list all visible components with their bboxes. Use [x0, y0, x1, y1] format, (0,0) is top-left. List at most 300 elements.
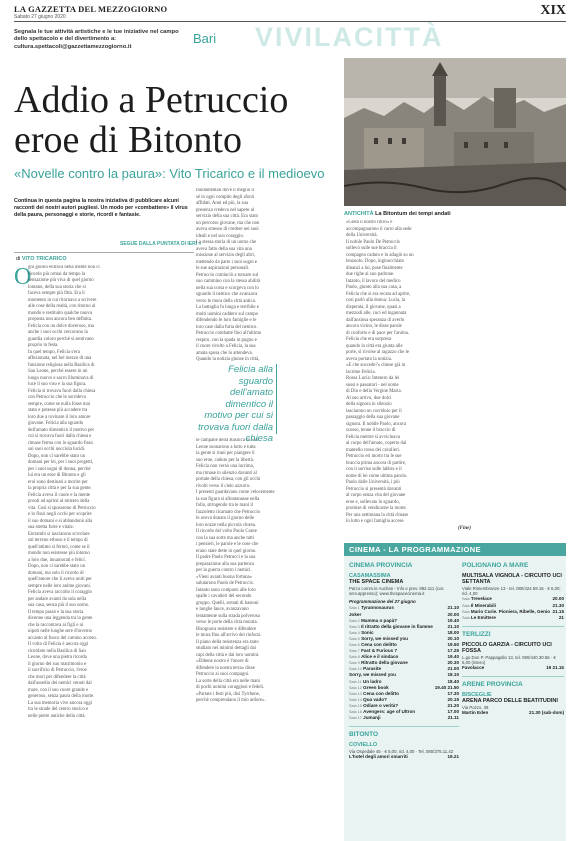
screen-label: Sala 17 — [349, 716, 362, 721]
film-title: Sorry, we missed you — [361, 635, 408, 641]
body-line: e lo fissò negli occhi per scoprire — [28, 512, 92, 517]
showtime-row — [349, 754, 459, 760]
body-line: I presenti guardavano come velocemente — [196, 490, 275, 495]
body-line: mondo e restituito qualche nuova — [28, 310, 92, 316]
body-line: loro case dalla furia del nemico. — [196, 324, 258, 330]
town-bitonto: BITONTO — [349, 731, 379, 739]
article-column-2 — [196, 188, 338, 364]
body-line: Felicia aveva raccolto il coraggio — [28, 590, 92, 595]
film-title: Ritratto della giovane — [361, 660, 408, 666]
body-line: nipoti nelle lunghe sere d'inverno — [28, 629, 93, 634]
caption-label: ANTICHITÀ — [344, 211, 374, 217]
cinema-column-province — [349, 562, 459, 760]
film-title: Martin Eden — [462, 710, 489, 716]
film-title: Joker — [349, 611, 362, 617]
body-line: portale della chiesa, con gli occhi — [196, 477, 261, 482]
body-line: «Ebbene nostro è l'onore di — [196, 659, 249, 664]
end-signature: (Fine) — [458, 526, 472, 531]
body-line: eroi sono destinati a morire per — [28, 479, 88, 485]
showtimes-list — [349, 605, 459, 721]
film-time: 20.30 — [447, 660, 459, 666]
body-line: fondamentali dove il meglio il — [196, 188, 255, 193]
film-time: 20.15 — [447, 696, 459, 702]
body-line: folla, stringendo tra le mani il — [196, 503, 254, 508]
body-line: dall'ansiosa speranza di averlo — [346, 317, 405, 323]
body-line: per andare avanti da sola nella — [28, 596, 87, 602]
body-line: il giorno del suo matrimonio e — [28, 661, 87, 667]
body-line: Felicia non versò una lacrima, — [196, 464, 254, 469]
body-line: le aveva donato il giorno delle — [196, 516, 255, 521]
showtimes-list — [462, 710, 564, 716]
pull-quote: Felicia alla sguardo dell'amato dimentico il motivo per cui si trovava fuori dalla chiesa — [198, 364, 273, 444]
body-line: signora. Il nobile Paolo, ancora — [346, 421, 406, 427]
body-line: mare, con il suo cuore grande e — [28, 687, 89, 693]
caption-text: La Bitontum dei tempi andati — [375, 211, 451, 217]
body-line: che la raccontava ai figli e ai — [28, 622, 84, 628]
body-line: della Università. — [346, 233, 378, 238]
body-line: la sua figura si allontanasse nella — [196, 496, 260, 502]
showtime-row — [462, 710, 564, 716]
film-title: Alice e il sindaco — [361, 654, 399, 660]
venue-coviello: COVIELLO — [349, 742, 378, 749]
body-line: la gente si riunì per piangere il — [196, 451, 255, 456]
body-line: sua casa, senza più il suo uomo. — [28, 603, 90, 608]
film-time: 17.25 — [447, 648, 459, 654]
film-title: Avengers: age of Ultron — [363, 709, 416, 714]
screen-label: Sala — [462, 615, 470, 620]
body-line: che morì per difendere la città — [28, 674, 86, 680]
body-line: «E che succede?» chiese già in — [346, 363, 406, 368]
film-title: Il Miserabili — [470, 602, 496, 608]
body-line: tra le strade del centro storico e — [28, 707, 89, 712]
film-title: Il ritratto della giovane in fiamme — [361, 623, 433, 629]
article-photo — [344, 58, 566, 206]
body-line: difendendo le loro famiglie e le — [196, 318, 257, 323]
divider — [14, 252, 194, 253]
town-casamassima: CASAMASSIMA — [349, 573, 391, 579]
film-time: 21.15 — [552, 608, 564, 614]
divider — [349, 726, 459, 727]
programme-label: Programmazione del 27 giugno — [349, 599, 416, 605]
film-title: Qua vado? — [363, 696, 387, 702]
body-line: giovane. Felicia alla sguardo — [28, 421, 84, 426]
body-line: ricordato nella Basilica di San — [28, 648, 86, 654]
screen-label: Sala 13 — [349, 691, 362, 696]
body-line: e lunghe lance, avanzavano — [196, 607, 249, 612]
arene-provincia-title: ARENE PROVINCIA — [462, 681, 523, 689]
screen-label: Sala 9 — [349, 661, 360, 666]
body-line: di Dio e della Vergine Maria. — [346, 389, 402, 394]
body-line: al corpo senza vita del giovane — [346, 493, 406, 498]
body-line: Il ricordo del volto Paolo Conte — [196, 529, 257, 534]
screen-label: Sala 8 — [349, 655, 360, 660]
body-line: per i suoi sogni di donna, perché — [28, 466, 91, 472]
film-title: Fast & Furious 7 — [361, 648, 398, 654]
body-line: Dopo, non ci sarebbe stato un — [28, 564, 86, 569]
article-column-1 — [28, 265, 190, 763]
body-line: Dopo, non ci sarebbe stato un — [28, 453, 86, 459]
screen-label: Sala 16 — [349, 710, 362, 714]
body-line: le sue aspirazioni personali. — [196, 266, 250, 271]
film-time: 19 21.15 — [546, 665, 564, 671]
body-line: proposta non ancora ben definita. — [28, 317, 93, 322]
body-line: sui suoi occhi nocciola lucidi. — [28, 447, 86, 452]
body-line: sempre, come se nulla fosse mai — [28, 401, 91, 407]
body-line: fazzoletto ricamato che Petruccio — [196, 509, 261, 515]
screen-label: Sala 3 — [349, 624, 360, 629]
body-line: Felicia che era sorpresa — [346, 337, 392, 342]
body-line: La sorte della città era nelle mani — [196, 678, 260, 684]
film-title: Le Emittere — [470, 614, 496, 620]
film-title: Un ladro — [362, 678, 382, 684]
article-column-3 — [346, 220, 566, 524]
body-line: con Petruccio che le sorrideva — [28, 395, 86, 400]
body-line: spalle i cavalieri del secondo — [196, 594, 252, 599]
body-line: ideali e nel suo coraggio. — [196, 233, 245, 239]
body-line: proprio in festa. — [28, 343, 59, 348]
showtimes-list — [462, 665, 564, 671]
cinema-column-right — [462, 562, 564, 717]
body-line: Rossa Lucia: Intesero da lei — [346, 376, 400, 381]
film-time: 18.40 — [447, 678, 459, 684]
body-line: sollevò sulle sue braccia il — [346, 246, 397, 251]
film-title: Cena con delitto — [363, 690, 399, 696]
body-line: sussi e passatori - nel nome — [346, 382, 399, 388]
body-line: a loro due, innamorati e felici. — [28, 557, 86, 563]
promo-note: Segnala le tue attività artistiche e le tue iniziative nel campo dello spettacolo e del divertimento a: cultura.spettacoli@gazzettamezzogiorno.it — [14, 29, 179, 50]
film-time: 21.10 — [447, 605, 459, 611]
film-time: 17.00 — [447, 709, 459, 714]
body-line: accanto al fuoco del camino acceso. — [28, 635, 97, 641]
body-line: porte, si rivolse al ragazzo che le — [346, 350, 409, 355]
body-line: ma rimase in silenzio davanti al — [196, 470, 257, 476]
body-line: sensazione più viva di quel giorno — [28, 278, 94, 283]
body-line: Felicia che si era recata ad aprire, — [346, 291, 411, 297]
screen-label: Sala 6 — [349, 642, 360, 647]
town-bisceglie: BISCEGLIE — [462, 692, 492, 699]
film-time: 21.30 — [552, 602, 564, 608]
body-line: sua stretta forte e vitale. — [28, 525, 74, 530]
body-line: capi della città e dai loro uomini. — [196, 652, 260, 658]
body-line: Il piano della resistenza era stato — [196, 639, 259, 645]
body-line: guardia coloro perché si sentivano — [28, 336, 94, 342]
body-line: ancora vicino, le disse parole — [346, 324, 402, 329]
body-line: momento in cui ritornava a scrivere — [28, 297, 97, 303]
newspaper-name: LA GAZZETTA DEL MEZZOGIORNO — [14, 4, 168, 14]
film-title: L'hotel degli amori smarriti — [349, 754, 408, 760]
body-line: luogo nuovo e sacro illuminava di — [28, 375, 94, 381]
body-line: Quando la notizia giunse in città, — [196, 357, 260, 362]
body-line: il cuore rivolto a Felicia, la sua — [196, 344, 256, 349]
body-line: il suo domani e si abbandonò alla — [28, 518, 93, 524]
body-line: difendere la nostra terra» disse — [196, 665, 255, 671]
body-line: rivolti verso il cielo azzurro. — [196, 483, 251, 489]
body-line: Entrambi si lasciarono scivolare — [28, 531, 90, 537]
body-line: La stessa storia di un uomo che — [196, 240, 257, 245]
body-line: due righe al suo padrone. — [346, 272, 395, 277]
film-time: 18.00 — [447, 629, 459, 635]
body-line: funzione religiosa nella Basilica di — [28, 362, 95, 368]
body-line: sé in ogni compito degli sforzi — [196, 194, 255, 200]
body-line: Paolo dalle Università, i più — [346, 480, 400, 485]
film-time: 21.00 — [447, 666, 459, 672]
body-line: perchè comprendano il mio ardore». — [196, 698, 266, 703]
showtime-row — [462, 665, 564, 671]
venue-vignola: MULTISALA VIGNOLA - CIRCUITO UCI SETTANTA — [462, 573, 562, 585]
body-line: in lutto e ogni famiglia accese — [346, 519, 404, 524]
film-time: 21.30 (sab-dom) — [529, 710, 564, 716]
screen-label: Sala 15 — [349, 703, 362, 708]
film-title: Green book — [363, 684, 389, 690]
screen-label: Sala 14 — [349, 697, 362, 702]
section-name: VIVILACITTÀ — [255, 22, 444, 52]
screen-label: Sala — [462, 597, 470, 602]
body-line: passaggio della sua giovane — [346, 415, 400, 420]
photo-caption — [344, 211, 451, 217]
body-line: sguardo il nemico che avanzava — [196, 292, 258, 297]
body-line: stato e potesse più accadere tra — [28, 408, 88, 413]
body-line: Leone, dove una pietra ricorda — [28, 655, 87, 660]
cinema-header: CINEMA - LA PROGRAMMAZIONE — [344, 543, 566, 556]
body-line: lenzuolo. Dopo, inginocchiato — [346, 259, 405, 264]
body-line: cosi parlò alla donna: Lucia, la — [346, 298, 406, 303]
body-line: le mura fino all'arrivo dei rinforzi. — [196, 633, 262, 638]
body-line: disperata, il giovane, quasi a — [346, 304, 401, 310]
body-line: Il padre Paolo Petrucci e la sua — [196, 555, 256, 560]
showtime-row — [349, 715, 459, 721]
body-line: aveva portato la notizia. — [346, 356, 393, 362]
body-line: Il volto di Felicia è ancora oggi — [28, 642, 89, 647]
body-line: presenza credeva nel sapere al — [196, 207, 255, 213]
body-line: Petruccio si presentò davanti — [346, 486, 402, 492]
film-time: 21.20 — [447, 702, 459, 708]
body-line: un percorso giovane, ma che non — [196, 220, 260, 226]
body-line: Per una settimana la città rimase — [346, 512, 409, 518]
venue-address: Parco comm.le Auchan - Info e prev. 892.111 (cos serv.appresso); www.thespacecinema.it — [349, 586, 444, 597]
body-line: accompagnarono il carro alla sede — [346, 226, 412, 232]
article-column-2-lower — [196, 438, 338, 764]
headline: Addio a Petruccio eroe di Bitonto — [14, 79, 289, 161]
body-line: Intanto sono comparsi alle loro — [196, 587, 256, 593]
body-line: Il tempo passò e la sua storia — [28, 609, 84, 615]
body-line: quell'attimo si fermò, come se il — [28, 544, 90, 550]
film-time: 19.50 — [447, 641, 459, 647]
drop-cap: O — [14, 264, 32, 290]
body-line: La battaglia fu lunga e terribile e — [196, 305, 259, 310]
body-line: suo eroe, caduto per la libertà. — [196, 457, 254, 463]
body-line: faceva sempre più fitta. Era il — [28, 291, 85, 296]
film-time: 20.00 — [447, 611, 459, 617]
body-line: i pensieri, le parole e le cose che — [196, 542, 259, 547]
body-line: Petruccio cominciò a tornare sul — [196, 272, 259, 278]
body-line: lasciarono un corridoio per il — [346, 408, 402, 414]
film-time: 18.10 — [447, 672, 459, 678]
body-line: il sacrificio di Petruccio, l'eroe — [28, 668, 87, 673]
venue-address: L.go Don P. Pappagallo 13, tel. 080/440.30.56 · € 6,00 (intero) — [462, 654, 556, 665]
body-line: sempre nelle loro anime giovani. — [28, 583, 92, 589]
body-line: San Leone, perché essere in un — [28, 369, 88, 374]
body-line: loro nozze nella piccola chiesa. — [196, 522, 257, 528]
film-title: Trevelace — [470, 596, 492, 602]
body-line: loro due a rovinare il loro amore — [28, 414, 91, 420]
body-line: nome di lei come ultima parola. — [346, 473, 408, 479]
film-time: 19.40 — [447, 617, 459, 623]
body-line: generoso, senza paura della morte. — [28, 694, 95, 699]
body-line: respiro, con la spada in pugno e — [196, 337, 257, 343]
film-title: Tyrannosaurus — [361, 605, 394, 611]
screen-label: Sala 10 — [349, 667, 362, 672]
body-line: con il sorriso sulle labbra e il — [346, 467, 402, 472]
film-title: Odiare o verità? — [363, 702, 399, 708]
venue-arena-parco: ARENA PARCO DELLE BEATITUDINI — [462, 698, 558, 705]
body-line: Bisognava resistere e difendere — [196, 626, 257, 632]
divider — [462, 626, 564, 627]
body-line: lentamente sulla strada polverosa — [196, 613, 260, 619]
film-time: 19.40 — [447, 654, 459, 660]
body-line: compagno caduto e lo adagiò su un — [346, 252, 414, 258]
previous-episode-link[interactable]: SEGUE DALLA PUNTATA DI IERI » — [120, 241, 202, 247]
film-title: Mamma o papà? — [361, 617, 398, 623]
body-line: pronti ad aprirsi al mistero della — [28, 499, 90, 504]
film-time: 19.21 — [447, 754, 459, 760]
venue-space-cinema: THE SPACE CINEMA — [349, 579, 404, 585]
film-time: 21.11 — [447, 715, 459, 721]
divider — [462, 676, 564, 677]
body-line: rimase ferma con lo sguardo fisso — [28, 440, 93, 446]
film-time: 17.30 — [447, 690, 459, 696]
body-line: Intanto, il lavoro del medico — [346, 278, 401, 284]
section-city: Bari — [193, 31, 217, 46]
body-line: suo cammino con la stessa abilità — [196, 279, 261, 284]
screen-label: Sala 5 — [349, 636, 360, 641]
body-line: verso le mura della città antica. — [196, 298, 256, 304]
town-polignano: POLIGNANO A MARE — [462, 562, 529, 569]
body-line: al corpo dell'amato, coperto dal — [346, 441, 407, 446]
body-line: domani per lei, per i suoi progetti, — [28, 460, 94, 465]
screen-label: Sala 7 — [349, 649, 360, 654]
page-number: XIX — [540, 3, 566, 18]
body-line: ricordo più ormai da tempo la — [28, 271, 86, 277]
body-line: dinanzi a lui, pose finalmente — [346, 265, 403, 271]
body-line: Paolo, giunto alla sua casa, a — [346, 285, 402, 290]
body-line: nelle pietre antiche della città. — [28, 713, 86, 719]
body-line: braccia prima ancora di partire, — [346, 460, 407, 466]
film-time: 21.10 — [447, 623, 459, 629]
body-line: In quel tempo, Felicia s'era — [28, 349, 80, 355]
body-line: divenne una leggenda tra la gente — [28, 616, 93, 621]
body-line: della signora in silenzio — [346, 402, 392, 407]
body-line: di pochi uomini coraggiosi e fedeli. — [196, 685, 265, 690]
issue-date: Sabato 27 giugno 2020 — [14, 14, 66, 20]
body-line: amata sposa che lo attendeva. — [196, 350, 253, 356]
body-line: Felicia mentre si avvicinava — [346, 434, 400, 440]
body-line: lacrime Felicia. — [346, 369, 376, 375]
body-line: aveva fatto della sua vita una — [196, 246, 252, 252]
body-line: Felicia aveva il cuore e la mente — [28, 492, 91, 498]
body-line: luce il suo viso e la sua figura. — [28, 382, 87, 387]
body-line: Il nobile Paolo De Petruccis — [346, 239, 400, 245]
body-line: lontano, della sua storia che si — [28, 284, 86, 290]
old-town-illustration — [344, 58, 566, 206]
screen-label: Sala 12 — [349, 685, 362, 690]
pull-quote-rule — [276, 364, 277, 434]
body-line: Al suo arrivo, due dolci — [346, 395, 392, 401]
body-line: nella sua corsa e scorgeva con lo — [196, 285, 259, 291]
body-line: servizio della sua città. Era stato — [196, 214, 259, 219]
body-line: con la sua sorte ma anche tutti — [196, 535, 255, 541]
body-line: la propria città e per la sua gente. — [28, 486, 92, 491]
body-line: Petruccio ai suoi compagni. — [196, 672, 250, 677]
film-title: Sorry, we missed you — [349, 672, 396, 678]
venue-piccolo-garzia: PICCOLO GARZIA - CIRCUITO UCI FOSSA — [462, 641, 552, 654]
body-line: Felicia con un dolce doveroso, ma — [28, 323, 94, 329]
body-line: per la guerra contro i nemici. — [196, 568, 252, 573]
film-title: Mario Curie. Pioniera, Ribelle, Genio — [470, 608, 551, 614]
body-line: mettendo da parte i suoi sogni e — [196, 259, 258, 265]
venue-address: Via Ospedale 45 · € 5,00, rid. 4,00 · Tel. 080/375.11.42 — [349, 749, 454, 755]
screen-label: Sala 2 — [349, 618, 360, 623]
body-line: «Gieta il nostro ritiro» e — [346, 220, 393, 225]
film-time: 21 — [558, 614, 564, 620]
body-line: domani, ma solo il ricordo di — [28, 570, 84, 576]
body-line: missione al servizio degli altri, — [196, 253, 256, 258]
film-time: 20.10 — [447, 635, 459, 641]
body-line: sul terreno erboso e il tempo di — [28, 538, 88, 543]
body-line: affidati. Anni ed più, la sua — [196, 201, 248, 206]
film-time: 19.40 21.50 — [434, 684, 459, 690]
screen-label: Sala 1 — [349, 606, 360, 611]
body-line: La sua memoria vive ancora oggi — [28, 700, 93, 706]
body-line: quando la città era giunta alle — [346, 343, 403, 349]
body-line: cui si trovava fuori dalla chiesa e — [28, 434, 92, 439]
screen-label: Sala — [462, 609, 470, 614]
showtimes-list — [462, 596, 564, 620]
body-line: «Partate i festi più, disi Tyrrhene, — [196, 691, 260, 697]
body-line: dell'amato dimenticò il motivo per — [28, 427, 95, 433]
body-line: quell'amore che li aveva uniti per — [28, 577, 92, 582]
body-line: Leone suonarono a lutto e tutta — [196, 444, 256, 450]
body-line: preparazione alla sua partenza — [196, 561, 254, 567]
body-line: Petruccio eri morto tra le sue — [346, 454, 402, 459]
body-line: verso le porte della città murata. — [196, 620, 258, 625]
film-title: Cena con delitto — [361, 641, 397, 647]
body-line: Petruccio combatté fino all'ultimo — [196, 331, 262, 336]
body-line: aveva smesso di credere nei suoi — [196, 227, 259, 232]
author-name: VITO TRICARICO — [21, 256, 67, 262]
film-title: Favolacce — [462, 665, 485, 671]
body-line: salutarono Paolo de Petruccis. — [196, 581, 254, 586]
body-line: promise di vendicarne la morte. — [346, 506, 407, 511]
town-terlizzi: TERLIZZI — [462, 630, 491, 638]
body-line: affezionata, nel bel mezzo di una — [28, 356, 92, 361]
body-line: mezzodì alle, cuci ed ingannata — [346, 311, 407, 316]
body-line: scosso, tenne il braccio di — [346, 428, 396, 433]
venue-address: Via Pozzo, 39 — [462, 705, 489, 711]
body-line: mantello rosso dei cavalieri. — [346, 447, 401, 453]
intro-text: Continua in questa pagina la nostra iniziativa di pubblicare alcuni racconti dei nostri autori pugliesi. Un modo per «combattere» il virus della paura, personaggi e storie, ricordi e fantasie. — [14, 198, 188, 218]
body-line: anche i suoi occhi cercavano la — [28, 330, 88, 335]
screen-label: Sala 11 — [349, 679, 362, 684]
film-time: 20.00 — [552, 596, 564, 602]
body-line: «Vieni avanti buona fortuna» — [196, 574, 253, 580]
cinema-province-title: CINEMA PROVINCIA — [349, 562, 413, 569]
body-line: dall'assedio dei nemici venuti dal — [28, 681, 92, 686]
body-line: molti uomini caddero sul campo — [196, 311, 259, 317]
body-line: gni giorno entrava nella mente non ci — [28, 265, 100, 270]
masthead — [14, 4, 566, 22]
body-line: erano state dette in quel giorno. — [196, 548, 257, 554]
byline-prefix: di — [16, 256, 21, 262]
